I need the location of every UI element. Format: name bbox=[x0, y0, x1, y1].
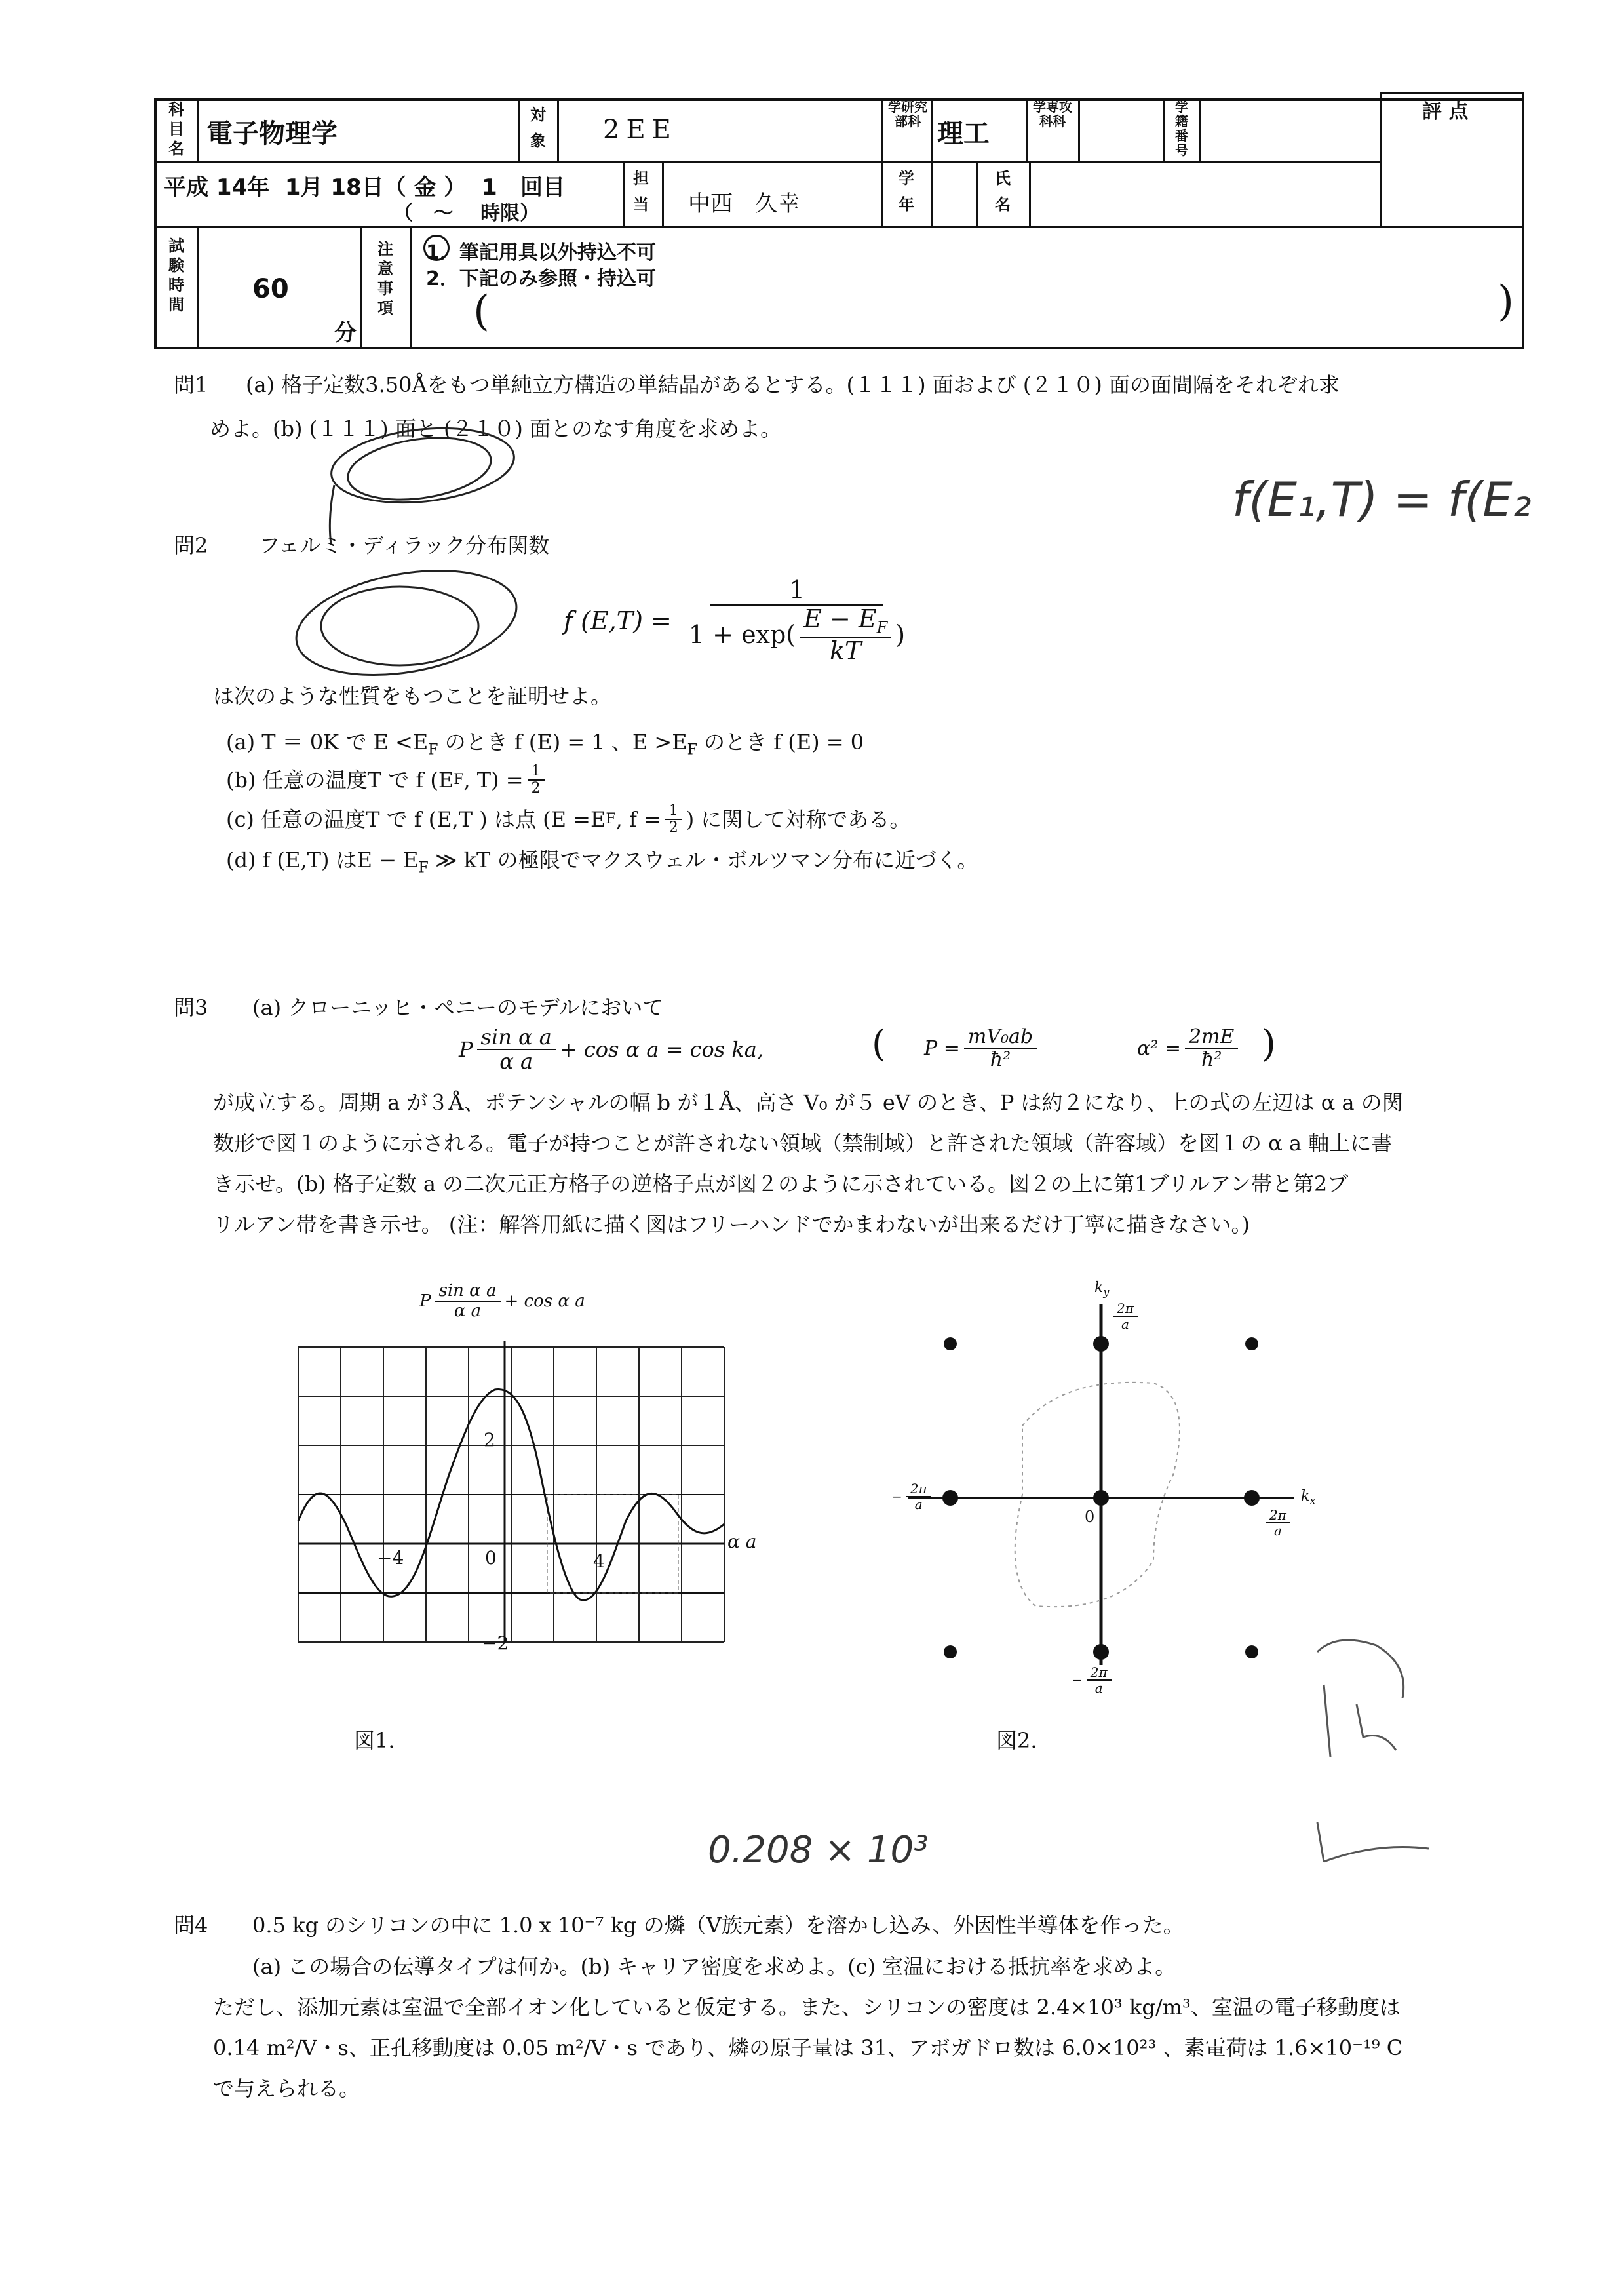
note-paren-open: ( bbox=[473, 287, 490, 336]
q2-c-end: ) に関して対称である。 bbox=[686, 807, 911, 833]
vsep bbox=[1199, 98, 1201, 161]
formula-fraction bbox=[685, 577, 909, 665]
q2-item-d bbox=[226, 846, 978, 882]
lattice-point bbox=[1093, 1644, 1109, 1660]
eq-P2-den: ħ² bbox=[990, 1048, 1011, 1071]
q2-b-half bbox=[528, 764, 545, 796]
lattice-point bbox=[942, 1490, 958, 1506]
q2-c-sub: F bbox=[606, 811, 616, 828]
eq-alpha-frac bbox=[1185, 1026, 1238, 1070]
subject-label: 科目名 bbox=[168, 100, 184, 158]
fig1-ylabel-den: α a bbox=[454, 1301, 482, 1321]
q2-b-half-num: 1 bbox=[528, 764, 545, 781]
fig1-tick-4: 4 bbox=[593, 1550, 605, 1572]
q2-b-sub: F bbox=[454, 772, 464, 789]
q4-line-4: 0.14 m²/V・s、正孔移動度は 0.05 m²/V・s であり、燐の原子量は 31、アボガドロ数は 6.0×10²³ 、素電荷は 1.6×10⁻¹⁹ C bbox=[213, 2035, 1403, 2060]
kronig-penney-equation bbox=[459, 1026, 764, 1073]
q2-title: フェルミ・ディラック分布関数 bbox=[259, 533, 550, 558]
q2-a-rest-2: のとき f (E) = 0 bbox=[697, 730, 864, 755]
eq-aa: α a bbox=[499, 1049, 533, 1074]
note-1: 1．筆記用具以外持込不可 bbox=[426, 241, 656, 264]
q3-line-4: き示せ。(b) 格子定数 a の二次元正方格子の逆格子点が図２のように示されている。図２の上に第1ブリルアン帯と第2ブ bbox=[213, 1171, 1349, 1196]
lattice-point bbox=[1093, 1490, 1109, 1506]
eq-alpha-num: 2mE bbox=[1185, 1026, 1238, 1049]
q1-line-2: めよ。(b) (１１１) 面と (２１０) 面とのなす角度を求めよ。 bbox=[210, 416, 782, 441]
vsep bbox=[197, 98, 199, 161]
fig1-ylabel-frac bbox=[435, 1282, 501, 1320]
vsep bbox=[1026, 98, 1028, 161]
formula-denominator bbox=[685, 606, 909, 665]
fig1-ylabel bbox=[419, 1282, 585, 1320]
q2-a-sub-2: F bbox=[687, 741, 697, 758]
header-row-sep-2 bbox=[154, 226, 1524, 228]
q3-line-3: 数形で図１のように示される。電子が持つことが許されない領域（禁制域）と許された領域（許容域）を図１の α a 軸上に書 bbox=[213, 1131, 1393, 1156]
q1-line-1: (a) 格子定数3.50Åをもつ単純立方構造の単結晶があるとする。(１１１) 面および (２１０) 面の面間隔をそれぞれ求 bbox=[246, 372, 1340, 397]
margin-scribble bbox=[1298, 1626, 1481, 1875]
time-value: 60 bbox=[252, 274, 289, 304]
fig2-bottom-den: a bbox=[1094, 1680, 1103, 1696]
q2-handwriting: f(E₁,T) = f(E₂ bbox=[1232, 472, 1532, 527]
fig2-top-num: 2π bbox=[1113, 1301, 1138, 1317]
fig2-bottom-label bbox=[1072, 1665, 1115, 1695]
note-1-circle-mark bbox=[423, 235, 450, 261]
vsep bbox=[518, 98, 520, 161]
q3-line-2: が成立する。周期 a が３Å、ポテンシャルの幅 b が１Å、高さ V₀ が５ eV のとき、P は約２になり、上の式の左辺は α a の関 bbox=[213, 1090, 1403, 1115]
fig2-ky: k bbox=[1094, 1280, 1104, 1296]
dept-value: 理工 bbox=[937, 119, 990, 149]
q4-label: 問4 bbox=[174, 1913, 208, 1938]
fig2-left-den: a bbox=[914, 1497, 923, 1512]
vsep bbox=[931, 98, 933, 161]
eq-P2: P = bbox=[924, 1036, 960, 1060]
q2-b-text: (b) 任意の温度T で f (E bbox=[226, 768, 454, 793]
eq-alpha-den: ħ² bbox=[1201, 1048, 1222, 1071]
vsep bbox=[197, 226, 199, 349]
q3-line-5: リルアン帯を書き示せ。 (注：解答用紙に描く図はフリーハンドでかまわないが出来るだけ丁寧に描きなさい。) bbox=[213, 1212, 1250, 1237]
q2-item-c bbox=[226, 803, 910, 836]
lattice-point bbox=[1245, 1645, 1258, 1658]
q2-a-rest: のとき f (E) = 1 、E >E bbox=[438, 730, 687, 755]
q2-c-half bbox=[665, 803, 682, 836]
exam-date: 平成 14年 1月 18日（ 金 ） 1 回目 bbox=[164, 174, 566, 201]
lattice-point bbox=[1244, 1490, 1260, 1506]
q2-c-rest: , f = bbox=[615, 807, 661, 833]
target-label: 対象 bbox=[530, 106, 546, 150]
formula-den-num-text: E − E bbox=[803, 604, 877, 633]
fig2-left-minus: − bbox=[891, 1489, 902, 1504]
note-paren-close: ) bbox=[1498, 277, 1514, 326]
subject-value: 電子物理学 bbox=[206, 119, 338, 149]
header-row-sep-1 bbox=[154, 161, 1380, 163]
eq-P: P bbox=[459, 1037, 473, 1063]
lattice-point bbox=[1245, 1337, 1258, 1350]
target-value: 2EE bbox=[603, 115, 678, 145]
vsep bbox=[931, 161, 933, 226]
lattice-point bbox=[944, 1337, 957, 1350]
formula-numerator: 1 bbox=[710, 577, 883, 606]
formula-lhs: f (E,T) = bbox=[564, 606, 672, 636]
vsep bbox=[1163, 98, 1165, 161]
fig2-left-num: 2π bbox=[906, 1481, 931, 1497]
fig1-tick-m4: −4 bbox=[377, 1547, 404, 1569]
score-field[interactable] bbox=[1382, 125, 1522, 226]
formula-den-frac bbox=[800, 606, 891, 665]
dept-label: 学研究部科 bbox=[888, 99, 927, 129]
q2-item-b bbox=[226, 764, 549, 796]
fig2-left-label bbox=[891, 1481, 935, 1512]
eq-sin: sin α a bbox=[477, 1026, 556, 1050]
vsep bbox=[360, 226, 362, 349]
header-border-right bbox=[1522, 92, 1524, 349]
q3-label: 問3 bbox=[174, 995, 208, 1020]
lattice-point bbox=[1093, 1336, 1109, 1352]
vsep bbox=[410, 226, 412, 349]
eq-fraction bbox=[477, 1026, 556, 1073]
fig2-kx: k bbox=[1301, 1488, 1310, 1504]
time-unit: 分 bbox=[334, 320, 357, 346]
fig2-bottom-num: 2π bbox=[1087, 1665, 1112, 1681]
formula-den-sub: F bbox=[876, 618, 888, 637]
header-border-top bbox=[154, 98, 1524, 101]
teacher-label: 担当 bbox=[633, 169, 649, 214]
fig2-ky-sub: y bbox=[1103, 1285, 1110, 1299]
fig1-caption: 図1. bbox=[354, 1728, 395, 1753]
score-box-top bbox=[1380, 92, 1524, 94]
lattice-point bbox=[944, 1645, 957, 1658]
eq-P2-frac bbox=[964, 1026, 1037, 1070]
notes-label: 注意事項 bbox=[377, 240, 393, 317]
note-2: 2．下記のみ参照・持込可 bbox=[426, 267, 656, 290]
fig2-origin: 0 bbox=[1085, 1508, 1095, 1526]
q2-a-text: (a) T ＝ 0K で E <E bbox=[226, 730, 429, 755]
fig2-left-frac bbox=[906, 1481, 931, 1512]
figure-1-plot bbox=[288, 1337, 747, 1665]
name-field[interactable] bbox=[1032, 164, 1376, 224]
vsep bbox=[662, 161, 664, 226]
header-border-left bbox=[154, 98, 157, 349]
score-label: 評 点 bbox=[1422, 100, 1469, 123]
fig2-right-label bbox=[1262, 1508, 1294, 1538]
fig2-right-den: a bbox=[1273, 1523, 1282, 1539]
fig2-right-frac bbox=[1266, 1508, 1290, 1538]
major-label: 学専攻科科 bbox=[1033, 99, 1072, 129]
q2-c-text: (c) 任意の温度T で f (E,T ) は点 (E =E bbox=[226, 807, 606, 833]
figure-2-lattice bbox=[904, 1298, 1298, 1704]
q2-b-half-den: 2 bbox=[531, 780, 541, 797]
q2-d-text: (d) f (E,T) はE − E bbox=[226, 848, 419, 873]
vsep bbox=[623, 161, 625, 226]
q2-c-half-num: 1 bbox=[665, 803, 682, 820]
eq-P2-num: mV₀ab bbox=[964, 1026, 1037, 1049]
q2-d-rest: ≫ kT の極限でマクスウェル・ボルツマン分布に近づく。 bbox=[428, 848, 978, 873]
vsep bbox=[881, 161, 883, 226]
vsep bbox=[1078, 98, 1080, 161]
eq-P-definition bbox=[924, 1026, 1041, 1070]
fig1-ylabel-P: P bbox=[419, 1291, 431, 1311]
q2-c-half-den: 2 bbox=[668, 819, 678, 836]
fig1-ylabel-rest: + cos α a bbox=[504, 1291, 585, 1311]
formula-den-post: ) bbox=[895, 620, 906, 650]
fig2-bottom-minus: − bbox=[1072, 1672, 1083, 1688]
fig2-kx-sub: x bbox=[1309, 1494, 1316, 1507]
time-label: 試験時間 bbox=[168, 237, 184, 314]
q4-line-3: ただし、添加元素は室温で全部イオン化していると仮定する。また、シリコンの密度は 2.4×10³ kg/m³、室温の電子移動度は bbox=[213, 1995, 1401, 2020]
formula-den-pre: 1 + exp( bbox=[688, 620, 796, 650]
year-label: 学年 bbox=[899, 169, 914, 214]
q2-b-rest: , T) = bbox=[463, 768, 524, 793]
fig2-caption: 図2. bbox=[996, 1728, 1037, 1753]
fig2-right-num: 2π bbox=[1266, 1508, 1290, 1523]
fig2-top-frac bbox=[1113, 1301, 1138, 1331]
eq-rest: + cos α a = cos ka, bbox=[559, 1037, 764, 1063]
fig1-tick-2: 2 bbox=[484, 1429, 495, 1451]
vsep bbox=[976, 161, 978, 226]
q4-line-2: (a) この場合の伝導タイプは何か。(b) キャリア密度を求めよ。(c) 室温における抵抗率を求めよ。 bbox=[252, 1954, 1176, 1979]
eq-alpha-definition bbox=[1137, 1026, 1242, 1070]
q2-d-sub: F bbox=[418, 859, 429, 876]
eq-paren-close: ) bbox=[1262, 1023, 1276, 1065]
fig2-top-label bbox=[1109, 1301, 1142, 1331]
q2-a-sub: F bbox=[428, 741, 438, 758]
eq-alpha: α² = bbox=[1137, 1036, 1181, 1060]
header-border-bottom bbox=[154, 347, 1524, 349]
q2-item-a bbox=[226, 728, 864, 764]
fig1-xlabel: α a bbox=[727, 1531, 757, 1552]
exam-period: （ ～ 時限） bbox=[393, 202, 540, 225]
q2-scribble bbox=[282, 564, 531, 682]
q2-intro: は次のような性質をもつことを証明せよ。 bbox=[213, 684, 612, 709]
teacher-value: 中西 久幸 bbox=[688, 191, 800, 217]
vsep bbox=[557, 98, 559, 161]
formula-den-den: kT bbox=[830, 636, 862, 665]
fig1-tick-m2: −2 bbox=[482, 1632, 509, 1654]
fig2-bottom-frac bbox=[1087, 1665, 1112, 1695]
q3-handwriting: 0.208 × 10³ bbox=[708, 1829, 929, 1872]
name-label: 氏名 bbox=[995, 169, 1011, 214]
fig1-ylabel-num: sin α a bbox=[435, 1282, 501, 1302]
fig2-ky-label bbox=[1094, 1280, 1109, 1298]
fig1-tick-0: 0 bbox=[485, 1547, 497, 1569]
formula-den-num bbox=[800, 606, 891, 638]
eq-paren-open: ( bbox=[872, 1023, 886, 1065]
q4-line-5: で与えられる。 bbox=[213, 2076, 360, 2101]
student-no-label: 学籍番号 bbox=[1175, 99, 1188, 158]
fig2-kx-label bbox=[1301, 1488, 1315, 1506]
fermi-dirac-formula bbox=[564, 577, 913, 665]
q4-line-1: 0.5 kg のシリコンの中に 1.0 x 10⁻⁷ kg の燐（V族元素）を溶かし込み、外因性半導体を作った。 bbox=[252, 1913, 1184, 1938]
q3-line-1: (a) クローニッヒ・ペニーのモデルにおいて bbox=[252, 995, 664, 1020]
vsep bbox=[1029, 161, 1031, 226]
q1-label: 問1 bbox=[174, 372, 208, 397]
fig2-top-den: a bbox=[1121, 1316, 1129, 1332]
q2-label: 問2 bbox=[174, 533, 208, 558]
vsep bbox=[881, 98, 883, 161]
